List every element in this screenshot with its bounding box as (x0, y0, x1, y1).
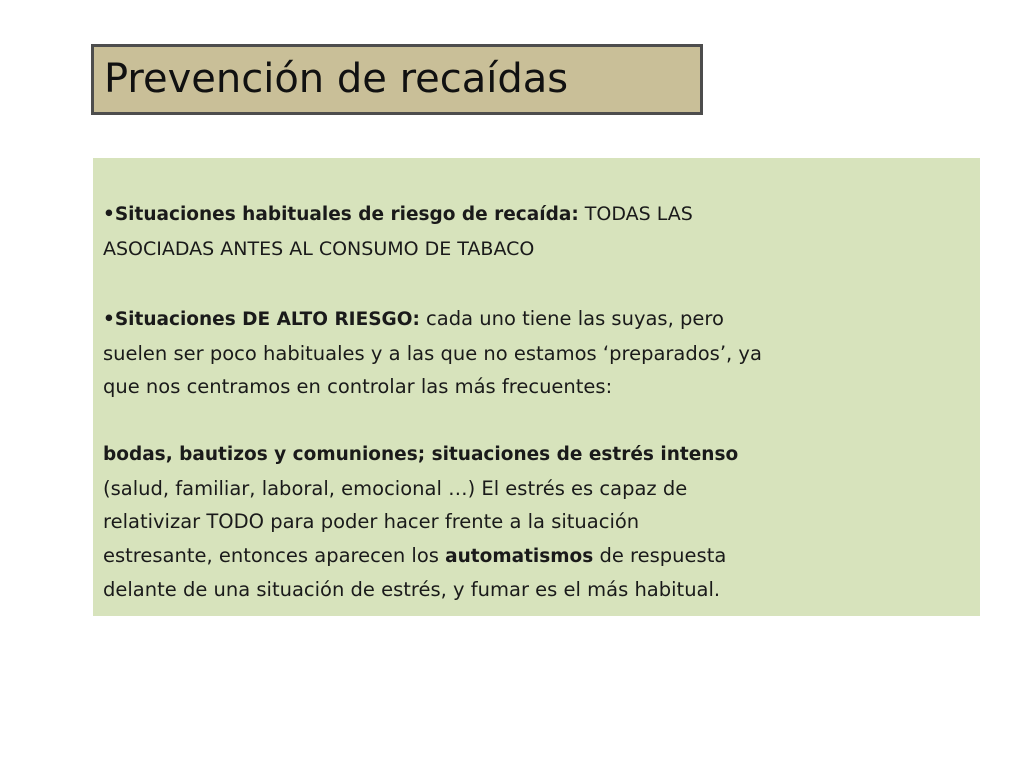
high-risk-text-line1: cada uno tiene las suyas, pero (419, 307, 724, 330)
bullet-lead-high-risk: •Situaciones DE ALTO RIESGO: (103, 309, 420, 330)
high-risk-text-line3: que nos centramos en controlar las más frecuentes: (103, 375, 613, 398)
examples-line3: relativizar TODO para poder hacer frente a la situación (103, 510, 640, 533)
bullet-lead-habitual: •Situaciones habituales de riesgo de recaída: (103, 204, 579, 225)
habitual-text-line2: ASOCIADAS ANTES AL CONSUMO DE TABACO (103, 237, 535, 260)
slide-title-box (91, 44, 703, 115)
examples-line5: delante de una situación de estrés, y fumar es el más habitual. (103, 578, 721, 601)
habitual-text-line1: TODAS LAS (578, 203, 693, 225)
examples-line4-after: de respuesta (593, 543, 727, 567)
paragraph-habitual-situations (103, 197, 693, 266)
examples-line2: (salud, familiar, laboral, emocional …) El estrés es capaz de (103, 476, 688, 500)
high-risk-text-line2: suelen ser poco habituales y a las que no estamos ‘preparados’, ya (103, 341, 762, 365)
paragraph-examples (103, 437, 738, 607)
slide-title: Prevención de recaídas (104, 56, 569, 102)
content-box (93, 158, 980, 616)
examples-bold-line: bodas, bautizos y comuniones; situaciones de estrés intenso (103, 444, 739, 465)
examples-line4-before: estresante, entonces aparecen los (103, 543, 446, 567)
paragraph-high-risk-situations (103, 302, 762, 404)
examples-automatismos: automatismos (445, 545, 594, 567)
